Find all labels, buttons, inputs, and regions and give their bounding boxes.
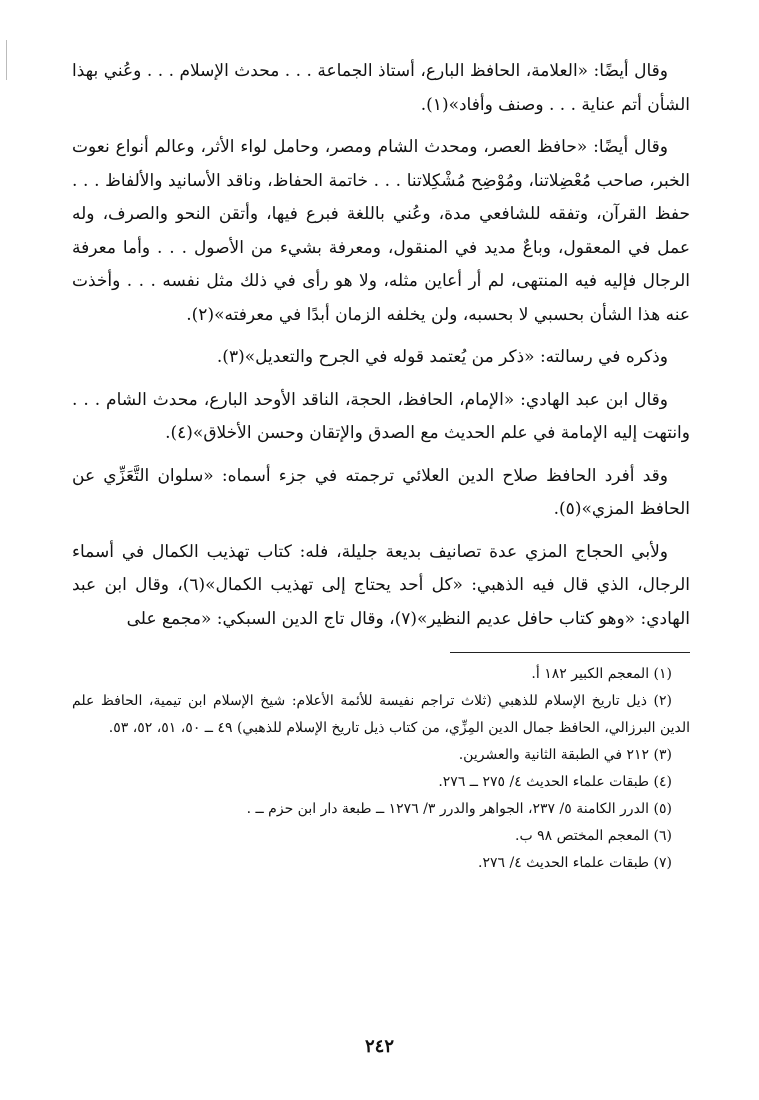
page-body [72, 55, 690, 877]
page-number: ٢٤٢ [364, 1036, 394, 1057]
footnote-separator [450, 652, 690, 653]
footnote-7: (٧) طبقات علماء الحديث ٤/ ٢٧٦. [478, 855, 672, 871]
scan-edge-mark [6, 40, 7, 80]
paragraph-1: وقال أيضًا: «العلامة، الحافظ البارع، أستاذ الجماعة . . . محدث الإسلام . . . وعُني بهذا الشأن أتم عناية . . . وصنف وأفاد»(١). [72, 61, 690, 115]
footnote-5: (٥) الدرر الكامنة ٥/ ٢٣٧، الجواهر والدرر ٣/ ١٢٧٦ ــ طبعة دار ابن حزم ــ . [246, 801, 672, 817]
footnotes [72, 661, 690, 877]
footnote-6: (٦) المعجم المختص ٩٨ ب. [515, 828, 672, 844]
paragraph-6: ولأبي الحجاج المزي عدة تصانيف بديعة جليلة، فله: كتاب تهذيب الكمال في أسماء الرجال، الذي قال فيه الذهبي: «كل أحد يحتاج إلى تهذيب الكمال»(٦)، وقال ابن عبد الهادي: «وهو كتاب حافل عديم النظير»(٧)، وقال تاج الدين السبكي: «مجمع على [72, 541, 690, 629]
paragraph-3: وذكره في رسالته: «ذكر من يُعتمد قوله في الجرح والتعديل»(٣). [216, 347, 668, 367]
paragraph-5: وقد أفرد الحافظ صلاح الدين العلائي ترجمته في جزء أسماه: «سلوان التَّعَزِّي عن الحافظ المزي»(٥). [72, 465, 690, 519]
paragraph-4: وقال ابن عبد الهادي: «الإمام، الحافظ، الحجة، الناقد الأوحد البارع، محدث الشام . . . وانتهت إليه الإمامة في علم الحديث مع الصدق والإتقان وحسن الأخلاق»(٤). [72, 389, 690, 443]
paragraph-2: وقال أيضًا: «حافظ العصر، ومحدث الشام ومصر، وحامل لواء الأثر، وعالم أنواع نعوت الخبر، صاحب مُعْضِلاتنا، ومُوْضِح مُشْكِلاتنا . . . خاتمة الحفاظ، وناقد الأسانيد والألفاظ . . . حفظ القرآن، وتفقه للشافعي مدة، وعُني باللغة فبرع فيها، وأتقن النحو والصرف، وله عمل في المعقول، وباعٌ مديد في المنقول، ومعرفة بشيء من الأصول . . . وأما معرفة الرجال فإليه فيه المنتهى، لم أر أعاين مثله، ولا هو رأى في ذلك مثل نفسه . . . وأخذت عنه هذا الشأن بحسبي لا بحسبه، ولن يخلفه الزمان أبدًا في معرفته»(٢). [72, 137, 690, 325]
footnote-4: (٤) طبقات علماء الحديث ٤/ ٢٧٥ ــ ٢٧٦. [438, 774, 672, 790]
footnote-3: (٣) ٢١٢ في الطبقة الثانية والعشرين. [458, 747, 672, 763]
footnote-1: (١) المعجم الكبير ١٨٢ أ. [531, 666, 672, 682]
footnote-2: (٢) ذيل تاريخ الإسلام للذهبي (ثلاث تراجم نفيسة للأئمة الأعلام: شيخ الإسلام ابن تيمية، الحافظ علم الدين البرزالي، الحافظ جمال الدين المِزِّي، من كتاب ذيل تاريخ الإسلام للذهبي) ٤٩ ــ ٥٠، ٥١، ٥٢، ٥٣. [72, 693, 690, 736]
